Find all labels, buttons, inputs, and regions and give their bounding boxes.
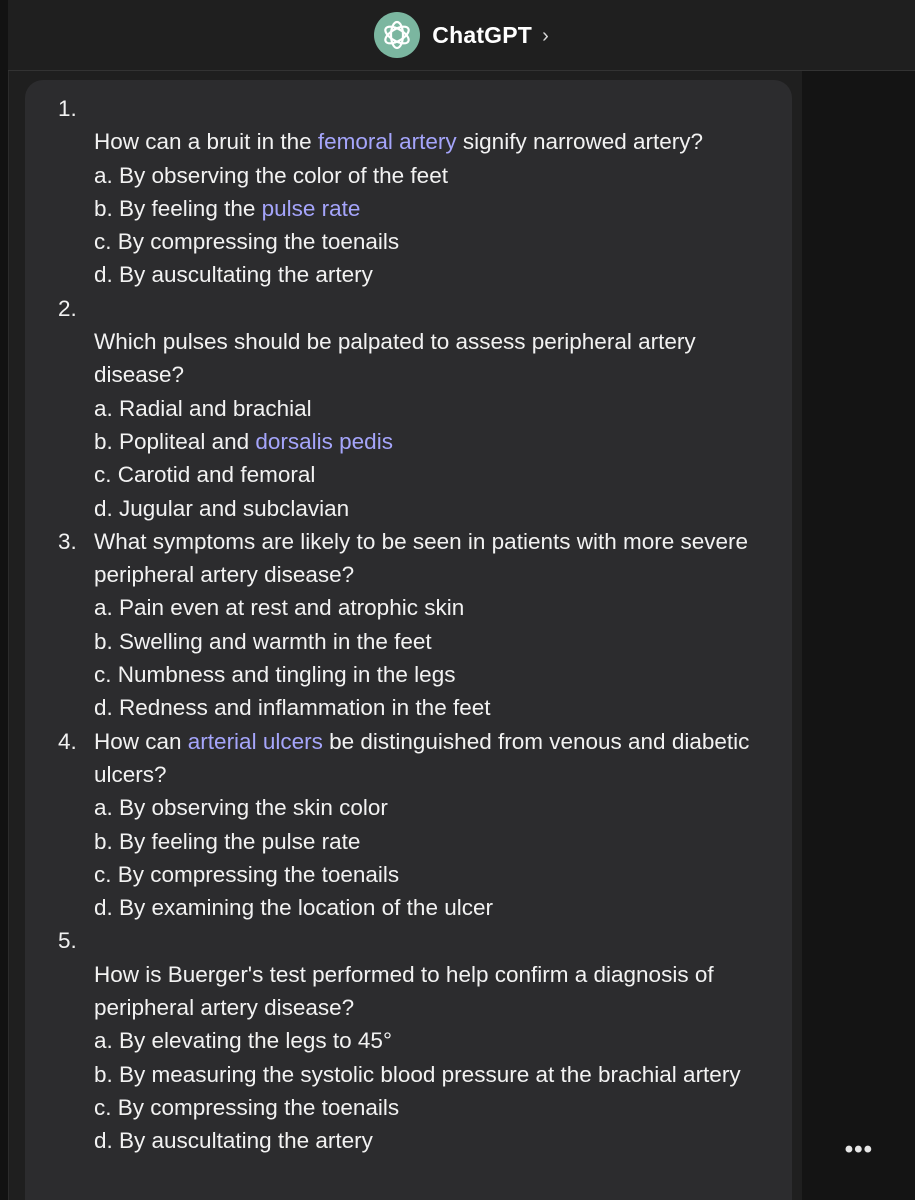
text-segment: a. By observing the color of the feet bbox=[94, 162, 448, 188]
text-segment: d. By examining the location of the ulcer bbox=[94, 895, 493, 921]
text-segment: a. Radial and brachial bbox=[94, 395, 312, 421]
question-number: 1. bbox=[58, 96, 77, 121]
text-segment: d. By auscultating the artery bbox=[94, 262, 373, 288]
question-item bbox=[25, 725, 792, 925]
highlighted-term-link[interactable]: femoral artery bbox=[317, 129, 457, 155]
question-text bbox=[94, 725, 774, 792]
chat-header[interactable] bbox=[8, 0, 915, 71]
question-text bbox=[94, 325, 774, 392]
text-segment: a. Pain even at rest and atrophic skin bbox=[94, 595, 465, 621]
answer-option bbox=[94, 591, 774, 624]
answer-option bbox=[94, 1024, 774, 1057]
answer-option bbox=[94, 1091, 774, 1124]
answer-option bbox=[94, 891, 774, 924]
text-segment: signify narrowed artery? bbox=[456, 129, 704, 155]
highlighted-term-link[interactable]: arterial ulcers bbox=[187, 728, 323, 754]
text-segment: a. By elevating the legs to 45° bbox=[94, 1028, 392, 1054]
question-number: 3. bbox=[58, 528, 77, 554]
sidebar-edge bbox=[0, 0, 9, 1200]
assistant-message bbox=[25, 80, 792, 1200]
text-segment: b. Popliteal and bbox=[94, 428, 256, 454]
right-panel bbox=[802, 71, 915, 1200]
text-segment: b. By measuring the systolic blood pressure at the brachial artery bbox=[94, 1061, 741, 1087]
chevron-right-icon[interactable]: › bbox=[542, 24, 549, 47]
text-segment: b. By feeling the bbox=[94, 195, 262, 221]
answer-option bbox=[94, 791, 774, 824]
answer-option bbox=[94, 458, 774, 491]
text-segment: b. Swelling and warmth in the feet bbox=[94, 628, 432, 654]
question-item bbox=[25, 525, 792, 725]
question-item bbox=[25, 292, 792, 525]
text-segment: How is Buerger's test performed to help confirm a diagnosis of peripheral artery disease? bbox=[94, 961, 714, 1021]
text-segment: a. By observing the skin color bbox=[94, 795, 388, 821]
question-text bbox=[94, 125, 774, 158]
question-number: 2. bbox=[58, 295, 77, 321]
text-segment: What symptoms are likely to be seen in patients with more severe peripheral artery disease? bbox=[94, 528, 749, 588]
text-segment: d. By auscultating the artery bbox=[94, 1128, 373, 1154]
text-segment: c. Numbness and tingling in the legs bbox=[94, 662, 456, 688]
answer-option bbox=[94, 691, 774, 724]
answer-option bbox=[94, 858, 774, 891]
question-number: 4. bbox=[58, 728, 77, 754]
text-segment: Which pulses should be palpated to assess peripheral artery disease? bbox=[94, 329, 696, 388]
text-segment: d. Redness and inflammation in the feet bbox=[94, 695, 491, 721]
openai-logo-icon bbox=[374, 12, 420, 58]
answer-option bbox=[94, 192, 774, 225]
text-segment: c. By compressing the toenails bbox=[94, 229, 400, 255]
answer-option bbox=[94, 225, 774, 258]
text-segment: c. By compressing the toenails bbox=[94, 1094, 400, 1120]
answer-option bbox=[94, 425, 774, 458]
highlighted-term-link[interactable]: pulse rate bbox=[261, 195, 361, 221]
answer-option bbox=[94, 625, 774, 658]
text-segment: be distinguished from venous and diabetic ulcers? bbox=[94, 728, 750, 787]
question-text bbox=[94, 525, 774, 592]
answer-option bbox=[94, 825, 774, 858]
highlighted-term-link[interactable]: dorsalis pedis bbox=[255, 428, 393, 454]
text-segment: How can a bruit in the bbox=[94, 129, 318, 155]
answer-option bbox=[94, 492, 774, 525]
answer-option bbox=[94, 658, 774, 691]
text-segment: c. By compressing the toenails bbox=[94, 861, 400, 887]
answer-option bbox=[94, 258, 774, 291]
question-number: 5. bbox=[58, 928, 77, 954]
question-item bbox=[25, 92, 792, 292]
answer-option bbox=[94, 159, 774, 192]
question-text bbox=[94, 958, 774, 1025]
answer-option bbox=[94, 1058, 774, 1091]
answer-option bbox=[94, 1124, 774, 1157]
text-segment: b. By feeling the pulse rate bbox=[94, 828, 361, 854]
chat-title[interactable]: ChatGPT bbox=[432, 21, 533, 48]
text-segment: How can bbox=[94, 728, 188, 754]
answer-option bbox=[94, 392, 774, 425]
text-segment: c. Carotid and femoral bbox=[94, 462, 316, 488]
question-item bbox=[25, 924, 792, 1157]
more-options-button[interactable]: ••• bbox=[844, 1136, 873, 1163]
text-segment: d. Jugular and subclavian bbox=[94, 495, 350, 521]
